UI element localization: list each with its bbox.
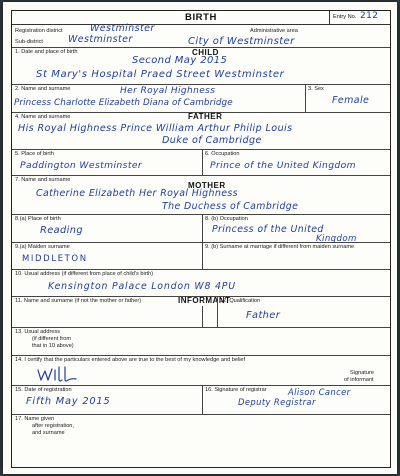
field-13-note-1: (if different from	[32, 336, 72, 342]
divider	[202, 149, 203, 175]
mother-occupation-line-2: Kingdom	[316, 234, 357, 244]
field-9a-label: 9.(a) Maiden surname	[15, 244, 70, 250]
father-place-of-birth: Paddington Westminster	[20, 160, 143, 171]
field-13-label: 13. Usual address	[15, 329, 61, 335]
divider	[305, 84, 306, 112]
divider	[12, 327, 390, 328]
child-name-line-2: Princess Charlotte Elizabeth Diana of Cambridge	[14, 98, 233, 108]
registration-district-value: Westminster	[90, 23, 155, 34]
divider	[202, 385, 203, 414]
divider	[12, 214, 390, 215]
child-place-of-birth: St Mary's Hospital Praed Street Westminster	[36, 69, 285, 80]
field-15-label: 15. Date of registration	[15, 387, 72, 393]
field-8b-label: 8. (b) Occupation	[205, 216, 248, 222]
field-10-label: 10. Usual address (if different from place of child's birth)	[15, 271, 154, 277]
informant-signature	[36, 364, 80, 386]
field-16-label: 16. Signature of registrar	[205, 387, 267, 393]
divider	[12, 175, 390, 176]
divider	[12, 84, 390, 85]
date-of-registration: Fifth May 2015	[26, 396, 111, 407]
field-17-label: 17. Name given	[15, 416, 55, 422]
child-name-line-1: Her Royal Highness	[120, 86, 216, 96]
mother-place-of-birth: Reading	[40, 225, 84, 236]
divider	[12, 269, 390, 270]
field-4-label: 4. Name and surname	[15, 114, 71, 120]
mother-usual-address: Kensington Palace London W8 4PU	[48, 281, 236, 292]
child-section-header: CHILD	[192, 48, 219, 57]
field-17-note-1: after registration,	[32, 423, 74, 429]
subdistrict-label: Sub-district	[15, 39, 43, 45]
birth-register-form	[11, 10, 391, 468]
signature-caption-2: of informant	[344, 377, 374, 383]
entry-number-box	[329, 11, 390, 24]
field-7-label: 7. Name and surname	[15, 177, 71, 183]
administrative-area-value: City of Westminster	[188, 36, 295, 47]
entry-number-label: Entry No.	[333, 14, 357, 20]
field-3-label: 3. Sex	[308, 86, 324, 92]
father-section-header: FATHER	[188, 112, 223, 121]
registration-district-label: Registration district	[15, 28, 63, 34]
mother-maiden-surname: MIDDLETON	[22, 254, 88, 264]
informant-section-header: INFORMANT	[178, 296, 231, 305]
mother-name-line-1: Catherine Elizabeth Her Royal Highness	[36, 188, 238, 199]
child-date-of-birth: Second May 2015	[132, 55, 228, 66]
divider	[12, 149, 390, 150]
registrar-title: Deputy Registrar	[238, 397, 316, 407]
entry-number-value: 212	[360, 11, 379, 21]
subdistrict-value: Westminster	[68, 34, 133, 45]
field-5-label: 5. Place of birth	[15, 151, 54, 157]
mother-name-line-2: The Duchess of Cambridge	[162, 201, 299, 212]
certificate-sheet	[3, 2, 397, 474]
divider	[12, 414, 390, 415]
title-bar	[12, 11, 390, 25]
divider	[12, 355, 390, 356]
child-sex: Female	[332, 95, 370, 106]
father-name-line-2: Duke of Cambridge	[162, 135, 262, 146]
form-title: BIRTH	[184, 12, 218, 23]
field-14-label: 14. I certify that the particulars entered above are true to the best of my knowledge and belief	[15, 357, 246, 363]
informant-qualification: Father	[246, 310, 281, 321]
divider	[12, 242, 390, 243]
father-occupation: Prince of the United Kingdom	[210, 160, 357, 171]
field-9b-label: 9. (b) Surname at marriage if different from maiden surname	[205, 244, 355, 250]
administrative-area-label: Administrative area	[250, 28, 298, 34]
father-name-line-1: His Royal Highness Prince William Arthur Philip Louis	[18, 123, 293, 134]
mother-occupation-line-1: Princess of the United	[212, 224, 324, 235]
field-1-label: 1. Date and place of birth	[15, 49, 78, 55]
field-17-note-2: and surname	[32, 430, 65, 436]
field-2-label: 2. Name and surname	[15, 86, 71, 92]
field-12-label: 12. Qualification	[220, 298, 261, 304]
field-6-label: 6. Occupation	[205, 151, 240, 157]
registrar-signature: Alison Cancer	[288, 387, 351, 397]
divider	[12, 385, 390, 386]
signature-caption-1: Signature	[350, 370, 374, 376]
field-8a-label: 8.(a) Place of birth	[15, 216, 61, 222]
field-11-label: 11. Name and surname (if not the mother or father)	[15, 298, 142, 304]
divider	[217, 296, 218, 327]
mother-section-header: MOTHER	[188, 181, 226, 190]
field-13-note-2: that in 10 above)	[32, 343, 74, 349]
divider	[202, 306, 203, 327]
